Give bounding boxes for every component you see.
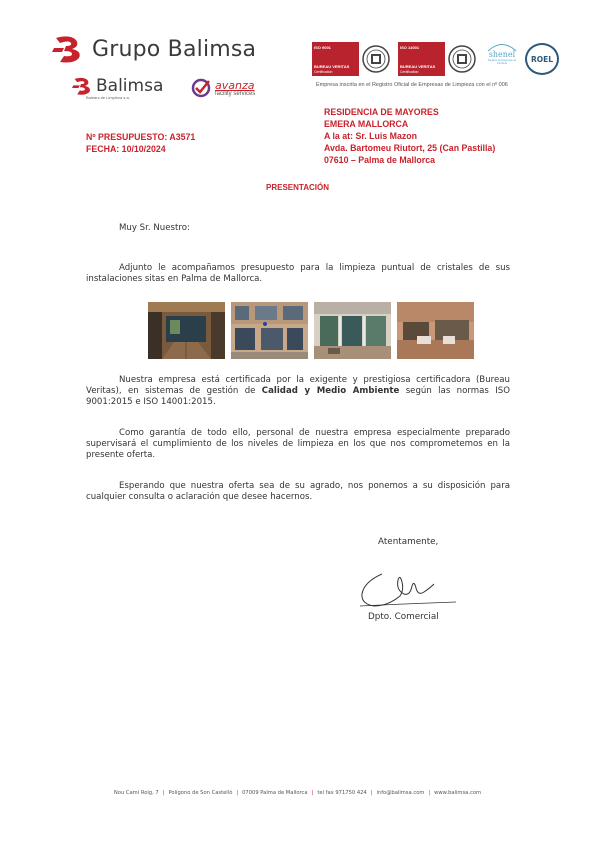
quote-meta	[86, 131, 195, 155]
footer	[0, 790, 595, 796]
paragraph-certification	[86, 375, 510, 408]
sub-brand-tagline: Balears de Limpieza s.a.	[86, 95, 130, 100]
recipient-line: Avda. Bartomeu Riutort, 25 (Can Pastilla)	[324, 143, 496, 153]
balimsa-sub-logo	[72, 76, 163, 100]
glass-doors-photo	[314, 302, 391, 359]
footer-separator: |	[370, 790, 373, 796]
handwritten-signature	[352, 560, 462, 617]
footer-city: 07009 Palma de Mallorca	[242, 790, 308, 796]
cert-standard: ISO 14001	[400, 45, 420, 50]
cert-note: Certification	[400, 70, 419, 74]
bureau-veritas-seal-icon	[447, 44, 477, 74]
paragraph-intro	[86, 263, 510, 285]
partner-name: avanza	[215, 78, 255, 92]
paragraph-text: Como garantía de todo ello, personal de nuestra empresa especialmente preparado supervisará el cumplimiento de los niveles de limpieza en los que nos comprometemos en la presente oferta.	[86, 428, 510, 460]
recipient-line: 07610 – Palma de Mallorca	[324, 155, 436, 165]
roel-text: ROEL	[530, 54, 554, 64]
footer-separator: |	[428, 790, 431, 796]
recipient-line: EMERA MALLORCA	[324, 119, 409, 129]
cert-note: Certification	[314, 70, 333, 74]
shenel-subtitle: Registro de Empresas de Limpieza	[487, 59, 517, 65]
footer-web[interactable]: www.balimsa.com	[434, 790, 482, 796]
paragraph-guarantee	[86, 428, 510, 461]
recipient-address	[324, 106, 495, 166]
partner-tagline: facility services	[215, 90, 256, 97]
cert-body: BUREAU VERITAS	[314, 64, 350, 69]
footer-separator: |	[311, 790, 314, 796]
paragraph-text: Esperando que nuestra oferta sea de su agrado, nos ponemos a su disposición para cualquier consulta o aclaración que desee hacernos.	[86, 481, 510, 502]
bureau-veritas-seal-icon	[361, 44, 391, 74]
closing: Atentamente,	[378, 537, 439, 547]
shenel-logo	[484, 42, 520, 76]
grupo-balimsa-logo	[52, 34, 256, 64]
paragraph-closing	[86, 481, 510, 503]
building-facade-photo	[231, 302, 308, 359]
paragraph-text: Nuestra empresa está certificada por la exigente y prestigiosa certificadora (Bureau Veritas), en sistemas de gestión de	[86, 375, 510, 396]
balimsa-small-b-icon	[72, 76, 94, 96]
footer-separator: |	[162, 790, 165, 796]
section-title: PRESENTACIÓN	[266, 183, 329, 192]
balimsa-b-icon	[52, 34, 86, 64]
brand-name: Grupo Balimsa	[92, 36, 257, 62]
footer-phone: tel fax 971750 424	[317, 790, 367, 796]
registry-note: Empresa inscrita en el Registro Oficial de Empresas de Limpieza con el nº 006	[316, 82, 508, 88]
recipient-line: A la at: Sr. Luis Mazon	[324, 131, 418, 141]
shenel-name: shenel	[488, 50, 516, 59]
cert-standard: ISO 9001	[314, 45, 331, 50]
avanza-logo	[190, 77, 255, 99]
footer-address: Nou Camí Roig, 7	[113, 790, 159, 796]
recipient-line: RESIDENCIA DE MAYORES	[324, 107, 439, 117]
paragraph-bold-text: Calidad y Medio Ambiente	[261, 386, 400, 396]
footer-area: Polígono de Son Castelló	[168, 790, 233, 796]
roel-logo	[525, 43, 559, 75]
quote-number: Nº PRESUPUESTO: A3571	[86, 132, 196, 142]
sub-brand-name: Balimsa	[96, 76, 164, 96]
entrance-interior-photo	[148, 302, 225, 359]
cert-body: BUREAU VERITAS	[400, 64, 436, 69]
signer: Dpto. Comercial	[368, 612, 439, 622]
footer-separator: |	[236, 790, 239, 796]
avanza-check-icon	[190, 77, 212, 99]
shenel-arc-icon	[484, 42, 520, 52]
iso-14001-badge	[398, 42, 479, 76]
photo-strip	[148, 302, 474, 359]
paragraph-text: Adjunto le acompañamos presupuesto para la limpieza puntual de cristales de sus instalaciones sitas en Palma de Mallorca.	[86, 263, 510, 284]
paragraph-text: según las normas ISO 9001:2015 e ISO 14001:2015.	[86, 386, 510, 407]
iso-9001-badge	[312, 42, 393, 76]
quote-date: FECHA: 10/10/2024	[86, 144, 166, 154]
footer-email[interactable]: info@balimsa.com	[376, 790, 425, 796]
salutation-text: Muy Sr. Nuestro:	[119, 223, 190, 233]
terrace-photo	[397, 302, 474, 359]
salutation	[86, 223, 510, 234]
